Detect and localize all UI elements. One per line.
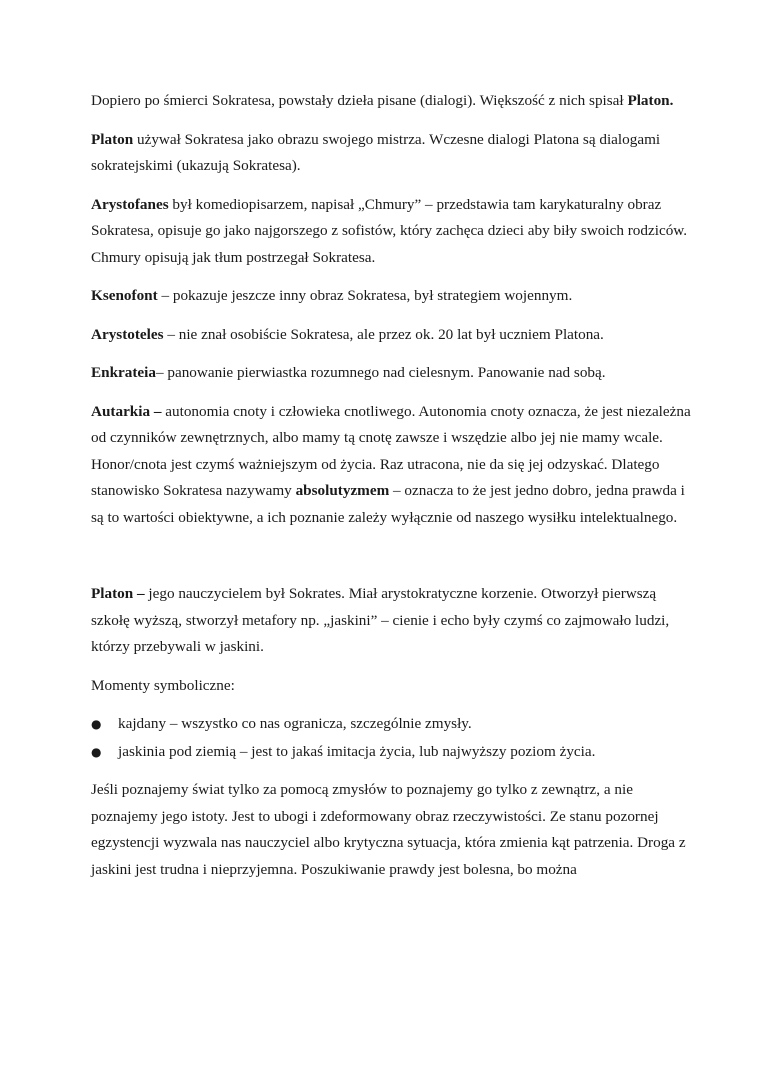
term-platon-bio: Platon –	[91, 585, 145, 602]
bullet-icon: ●	[91, 744, 102, 759]
paragraph-autarkia-text-a: autonomia cnoty i człowieka cnotliwego. Autonomia cnoty oznacza, że jest niezależna od czynników zewnętrznych, albo mamy tą cnotę zawsze i wszędzie albo jej nie mamy wcale. Honor/cnota jest czymś ważniejszym od życia. Raz utracona, nie da się jej odzyskać. Dlatego stanowisko Sokratesa nazywamy	[91, 402, 691, 499]
paragraph-arystoteles	[91, 322, 691, 349]
list-item-text: jaskinia pod ziemią – jest to jakaś imitacja życia, lub najwyższy poziom życia.	[118, 742, 596, 760]
list-item	[91, 711, 691, 738]
term-platon: Platon	[91, 130, 134, 148]
list-item-text: kajdany – wszystko co nas ogranicza, szczególnie zmysły.	[118, 715, 472, 732]
paragraph-platon-bio-text: jego nauczycielem był Sokrates. Miał arystokratyczne korzenie. Otworzył pierwszą szkołę wyższą, stworzył metafory np. „jaskini” – cienie i echo były czymś co zajmowało ludzi, którzy przebywali w jaskini.	[91, 585, 670, 655]
paragraph-momenty: Momenty symboliczne:	[91, 676, 235, 694]
bullet-icon: ●	[91, 717, 102, 731]
term-enkrateia: Enkrateia	[91, 364, 156, 381]
paragraph-arystofanes-text: był komediopisarzem, napisał „Chmury” – przedstawia tam karykaturalny obraz Sokratesa, opisuje go jako najgorszego z sofistów, który zachęca dzieci aby biły swoich rodziców. Chmury opisują jak tłum postrzegał Sokratesa.	[91, 195, 688, 266]
paragraph-arystoteles-text: – nie znał osobiście Sokratesa, ale przez ok. 20 lat był uczniem Platona.	[163, 325, 604, 343]
term-autarkia: Autarkia –	[91, 402, 162, 420]
document-page	[91, 88, 691, 895]
paragraph-enkrateia-text: – panowanie pierwiastka rozumnego nad cielesnym. Panowanie nad sobą.	[155, 364, 606, 381]
term-absolutyzm: absolutyzmem	[295, 482, 390, 499]
paragraph-platon-bio	[91, 581, 691, 661]
paragraph-platon-dialogues	[91, 127, 691, 180]
term-arystoteles: Arystoteles	[91, 325, 164, 343]
paragraph-autarkia-text-b: – oznacza to że jest jedno dobro, jedna prawda i są to wartości obiektywne, a ich poznanie zależy wyłącznie od naszego wysiłku intelektualnego.	[91, 482, 685, 526]
paragraph-ksenofont-text: – pokazuje jeszcze inny obraz Sokratesa, był strategiem wojennym.	[157, 287, 573, 304]
paragraph-platon-dialogues-text: używał Sokratesa jako obrazu swojego mistrza. Wczesne dialogi Platona są dialogami sokratejskimi (ukazują Sokratesa).	[91, 130, 661, 174]
paragraph-spacer	[91, 543, 691, 581]
paragraph-arystofanes	[91, 192, 691, 272]
paragraph-intro-text: Dopiero po śmierci Sokratesa, powstały dzieła pisane (dialogi). Większość z nich spisał	[91, 92, 628, 109]
paragraph-poznanie: Jeśli poznajemy świat tylko za pomocą zmysłów to poznajemy go tylko z zewnątrz, a nie poznajemy jego istoty. Jest to ubogi i zdeformowany obraz rzeczywistości. Ze stanu pozornej egzystencji wyzwala nas nauczyciel albo krytyczna sytuacja, która zmienia kąt patrzenia. Droga z jaskini jest trudna i nieprzyjemna. Poszukiwanie prawdy jest bolesna, bo można	[91, 781, 686, 878]
term-ksenofont: Ksenofont	[91, 287, 158, 304]
paragraph-autarkia	[91, 399, 691, 532]
paragraph-intro	[91, 88, 691, 115]
paragraph-ksenofont	[91, 283, 691, 310]
list-item	[91, 739, 691, 766]
paragraph-enkrateia	[91, 360, 691, 387]
term-platon-intro: Platon.	[627, 92, 674, 109]
term-arystofanes: Arystofanes	[91, 195, 169, 213]
moments-list	[91, 711, 691, 765]
